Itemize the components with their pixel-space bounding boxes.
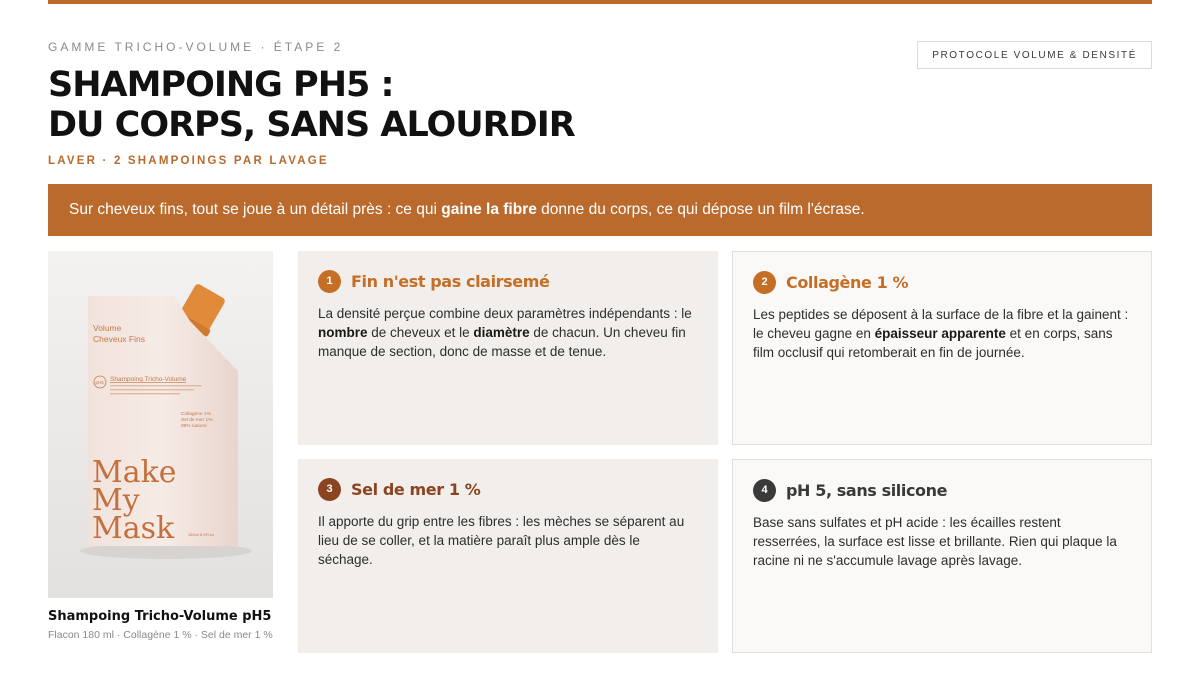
banner-text xyxy=(69,201,865,219)
step-number-badge: 4 xyxy=(753,479,776,502)
title-line-1: SHAMPOING PH5 : xyxy=(48,65,394,105)
bottle-small-print-3 xyxy=(110,393,180,394)
card-body-text-3: de chacun. Un cheveu fin manque de section, donc de masse et de tenue. xyxy=(318,325,686,359)
bottle-ingredient-1: Collagène 1% xyxy=(181,412,211,417)
info-card-2 xyxy=(732,251,1152,445)
bottle-label-title: Shampoing Tricho-Volume xyxy=(110,376,187,383)
info-card-1 xyxy=(298,251,718,445)
banner-text-bold: gaine la fibre xyxy=(441,201,537,218)
bottle-brand-make: Make xyxy=(92,455,177,490)
card-body-bold-2: diamètre xyxy=(473,325,530,340)
product-meta: Flacon 180 ml · Collagène 1 % · Sel de mer 1 % xyxy=(48,629,273,641)
card-body-bold-1: épaisseur apparente xyxy=(874,326,1006,341)
bottle-illustration xyxy=(48,251,273,598)
bottle-text-cheveux-fins: Cheveux Fins xyxy=(93,334,145,344)
protocol-tag: PROTOCOLE VOLUME & DENSITÉ xyxy=(917,41,1152,69)
card-body xyxy=(753,305,1131,362)
product-name: Shampoing Tricho-Volume pH5 xyxy=(48,609,272,624)
bottle-text-volume: Volume xyxy=(93,323,122,333)
bottle-ingredient-3: 99% naturel xyxy=(181,424,207,429)
key-message-banner xyxy=(48,184,1152,236)
card-body-text-2: et en corps, sans film occlusif qui retomberait en fin de journée. xyxy=(753,326,1113,360)
step-number-badge: 3 xyxy=(318,478,341,501)
card-header xyxy=(753,271,1131,293)
step-number-badge: 1 xyxy=(318,270,341,293)
bottle-small-print-2 xyxy=(110,389,194,390)
card-body xyxy=(318,304,698,361)
banner-text-before: Sur cheveux fins, tout se joue à un détail près : ce qui xyxy=(69,201,442,218)
ph-badge-text: pH5 xyxy=(95,380,104,385)
page-title xyxy=(48,65,575,145)
card-header xyxy=(318,478,698,500)
card-body-bold-1: nombre xyxy=(318,325,368,340)
info-card-4 xyxy=(732,459,1152,653)
card-title: Sel de mer 1 % xyxy=(351,479,481,499)
card-title: pH 5, sans silicone xyxy=(786,480,948,500)
card-body-text-2: de cheveux et le xyxy=(367,325,474,340)
step-number-badge: 2 xyxy=(753,271,776,294)
page-subtitle: LAVER · 2 SHAMPOINGS PAR LAVAGE xyxy=(48,155,329,167)
card-body: Base sans sulfates et pH acide : les écailles restent resserrées, la surface est lisse et brillante. Rien qui plaque la racine ni ne s'accumule lavage après lavage. xyxy=(753,515,1117,568)
info-card-3 xyxy=(298,459,718,653)
bottle-brand-my: My xyxy=(92,483,140,518)
bottle-volume-text: 180ml 6.0Fl.oz xyxy=(188,532,215,537)
bottle-brand-mask: Mask xyxy=(92,511,175,546)
eyebrow-label: GAMME TRICHO-VOLUME · ÉTAPE 2 xyxy=(48,40,344,54)
bottle-ingredient-2: Sel de mer 1% xyxy=(181,418,213,423)
title-line-2: DU CORPS, SANS ALOURDIR xyxy=(48,105,575,145)
card-body: Il apporte du grip entre les fibres : les mèches se séparent au lieu de se coller, et la matière paraît plus ample dès le séchage. xyxy=(318,514,685,567)
card-header xyxy=(753,479,1131,501)
card-body-text-1: La densité perçue combine deux paramètres indépendants : le xyxy=(318,306,692,321)
product-image xyxy=(48,251,273,598)
top-accent-rule xyxy=(48,0,1152,4)
card-body-text-1: Les peptides se déposent à la surface de la fibre et la gainent : le cheveu gagne en xyxy=(753,307,1129,341)
banner-text-after: donne du corps, ce qui dépose un film l'écrase. xyxy=(536,201,865,218)
card-header xyxy=(318,270,698,292)
bottle-small-print-1 xyxy=(110,385,202,386)
card-title: Fin n'est pas clairsemé xyxy=(351,271,550,291)
card-title: Collagène 1 % xyxy=(786,272,909,292)
